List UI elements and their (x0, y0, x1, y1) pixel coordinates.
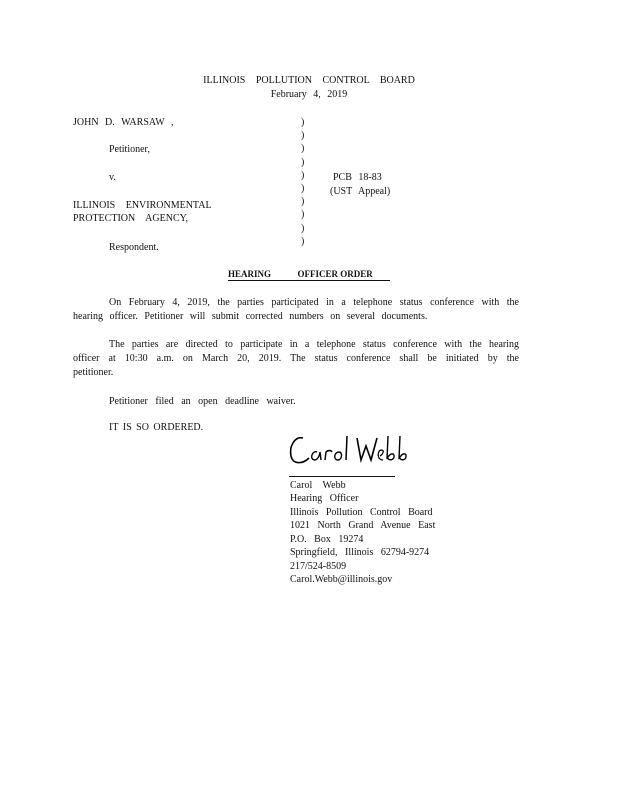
order-title-part-1: HEARING (228, 269, 272, 279)
address-line: 1021 North Grand Avenue East (290, 520, 436, 531)
closing-statement: IT IS SO ORDERED. (109, 422, 204, 433)
order-title-underline (228, 280, 390, 281)
petitioner-name: JOHN D. WARSAW , (73, 117, 174, 128)
paren: ) (301, 169, 305, 181)
paren: ) (301, 235, 305, 247)
signer-name: Carol Webb (290, 480, 346, 491)
paren: ) (301, 209, 305, 221)
paren: ) (301, 183, 305, 195)
email-address: Carol.Webb@illinois.gov (290, 574, 393, 585)
versus: v. (109, 172, 116, 183)
signature-image (287, 432, 417, 472)
case-number: PCB 18-83 (333, 172, 382, 183)
po-box: P.O. Box 19274 (290, 534, 364, 545)
paren: ) (301, 156, 305, 168)
order-date: February 4, 2019 (270, 89, 348, 100)
signer-title: Hearing Officer (290, 493, 359, 504)
signer-org: Illinois Pollution Control Board (290, 507, 433, 518)
paren: ) (301, 117, 305, 128)
respondent-line-2: PROTECTION AGENCY, (73, 213, 189, 224)
order-title-part-2: OFFICER ORDER (297, 269, 373, 279)
phone-number: 217/524-8509 (290, 561, 347, 572)
paragraph-1: On February 4, 2019, the parties participated in a telephone status conference with the hearing officer. Petitioner will submit corrected numbers on several documents. (73, 297, 519, 322)
paren: ) (301, 196, 305, 208)
paren: ) (301, 130, 305, 142)
paragraph-3: Petitioner filed an open deadline waiver. (109, 396, 296, 407)
paren: ) (301, 222, 305, 234)
case-type: (UST Appeal) (330, 186, 391, 197)
city-state-zip: Springfield, Illinois 62794-9274 (290, 547, 430, 558)
board-heading: ILLINOIS POLLUTION CONTROL BOARD (203, 75, 415, 86)
paragraph-2: The parties are directed to participate in a telephone status conference with the hearing officer at 10:30 a.m. on March 20, 2019. The status conference shall be initiated by the petitioner. (73, 339, 519, 378)
petitioner-role: Petitioner, (109, 144, 150, 155)
respondent-role: Respondent. (109, 242, 159, 253)
caption-parens (301, 116, 304, 248)
respondent-line-1: ILLINOIS ENVIRONMENTAL (73, 200, 212, 211)
signature-line (289, 476, 395, 477)
paren: ) (301, 143, 305, 155)
